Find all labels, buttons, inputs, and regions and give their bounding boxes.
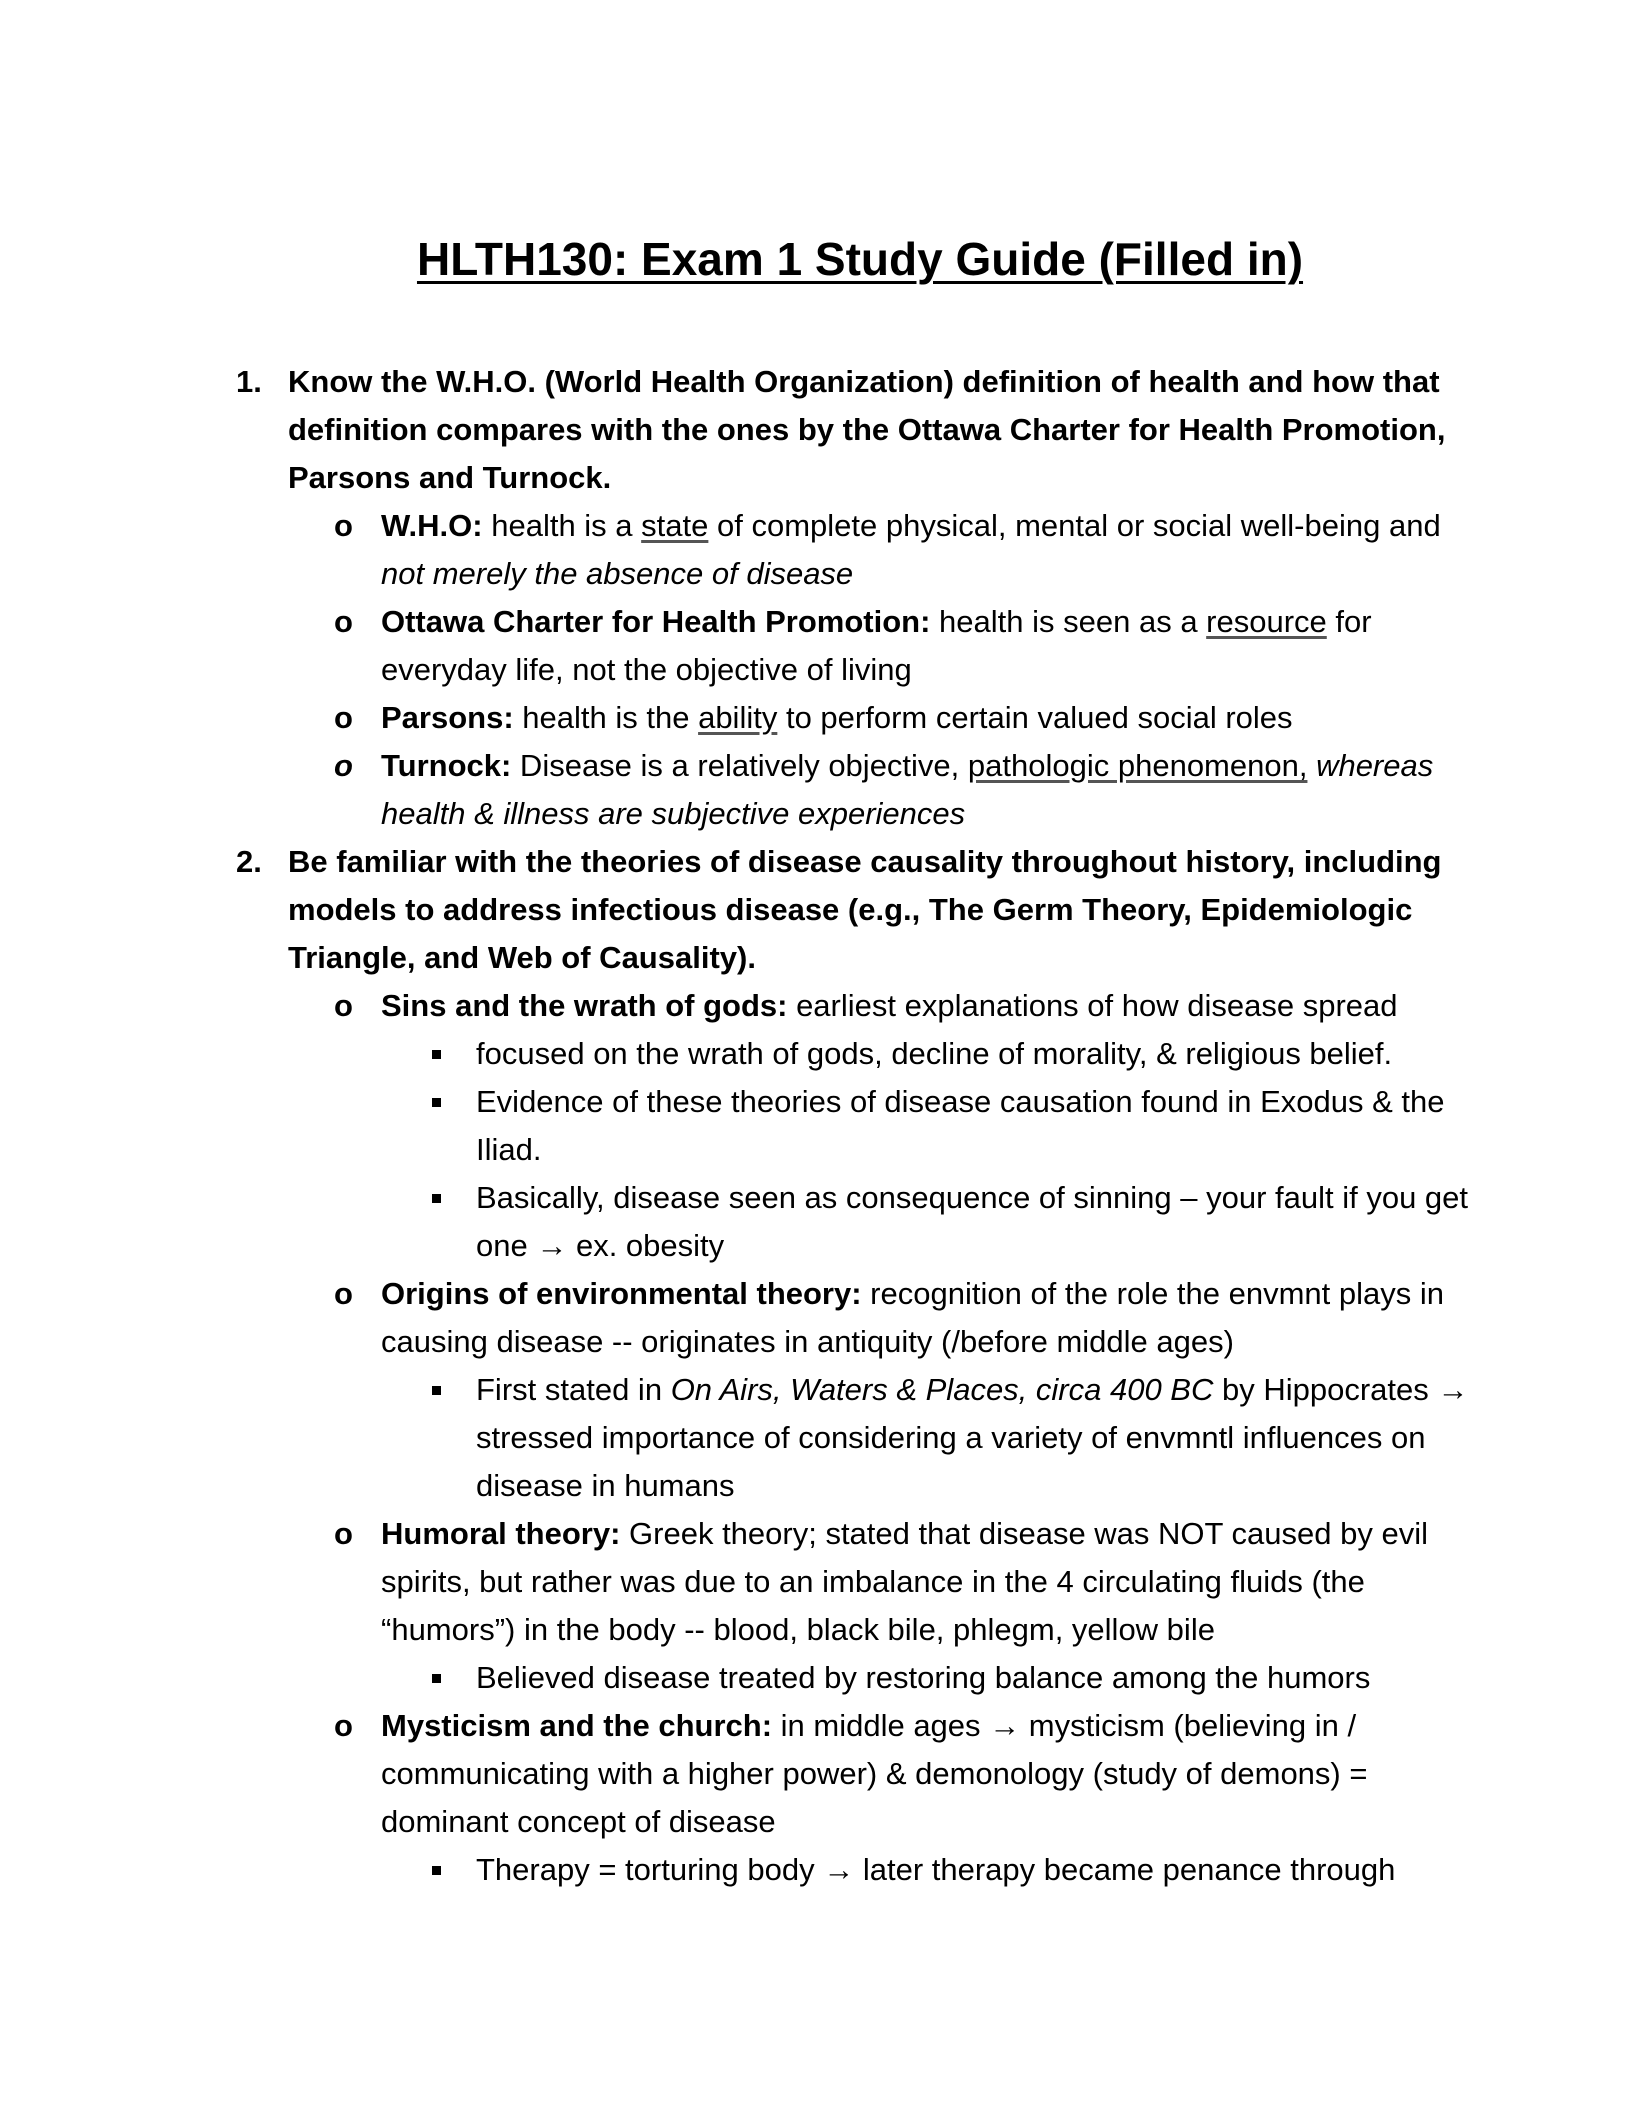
sub-list-item [236, 1846, 1476, 1894]
study-guide-content [236, 358, 1476, 1894]
circle-bullet-icon: o [334, 1276, 353, 1311]
list-item-ottawa [236, 598, 1476, 694]
list-item-environmental-theory [236, 1270, 1476, 1366]
sub-list-item [236, 1366, 1476, 1510]
item-text: health is seen as a [930, 604, 1207, 639]
sub-item-text: First stated in [476, 1372, 671, 1407]
sub-list-item [236, 1078, 1476, 1174]
italic-text: On Airs, Waters & Places, circa 400 BC [670, 1372, 1214, 1407]
underlined-term: resource [1206, 604, 1327, 639]
circle-bullet-icon: o [334, 1708, 353, 1743]
sub-item-text: Basically, disease seen as consequence of sinning – your fault if you get one → ex. obesity [476, 1180, 1469, 1263]
square-bullet-icon [432, 1866, 441, 1875]
sub-item-text: focused on the wrath of gods, decline of morality, & religious belief. [476, 1036, 1393, 1071]
list-item-mysticism [236, 1702, 1476, 1846]
item-label: Origins of environmental theory: [381, 1276, 862, 1311]
list-item-parsons [236, 694, 1476, 742]
item-text: to perform certain valued social roles [777, 700, 1293, 735]
item-text: Greek theory; stated that disease was NOT caused by evil spirits, but rather was due to an imbalance in the 4 circulating fluids (the “humors”) in the body -- blood, black bile, phlegm, yellow bile [381, 1516, 1428, 1647]
item-label: Ottawa Charter for Health Promotion: [381, 604, 931, 639]
item-label: Sins and the wrath of gods: [381, 988, 788, 1023]
italic-text: not merely the absence of disease [381, 556, 854, 591]
list-item-turnock [236, 742, 1476, 838]
circle-bullet-icon: o [334, 604, 353, 639]
square-bullet-icon [432, 1194, 441, 1203]
sub-item-text: Believed disease treated by restoring balance among the humors [476, 1660, 1371, 1695]
item-label: Turnock: [381, 748, 512, 783]
sub-item-text: by Hippocrates → stressed importance of considering a variety of envmntl influences on disease in humans [476, 1372, 1469, 1503]
sub-list-item [236, 1174, 1476, 1270]
item-text: for everyday life, not the objective of living [381, 604, 1372, 687]
circle-bullet-icon: o [334, 1516, 353, 1551]
square-bullet-icon [432, 1098, 441, 1107]
item-label: W.H.O: [381, 508, 483, 543]
item-text: recognition of the role the envmnt plays in causing disease -- originates in antiquity (/before middle ages) [381, 1276, 1445, 1359]
underlined-term: state [641, 508, 709, 543]
question-2 [236, 838, 1476, 982]
circle-bullet-icon: o [334, 700, 353, 735]
question-1 [236, 358, 1476, 502]
list-item-sins [236, 982, 1476, 1030]
sub-item-text: Evidence of these theories of disease causation found in Exodus & the Iliad. [476, 1084, 1445, 1167]
circle-bullet-icon: o [334, 748, 353, 783]
question-text: Be familiar with the theories of disease causality throughout history, including models to address infectious disease (e.g., The Germ Theory, Epidemiologic Triangle, and Web of Causality). [288, 844, 1442, 975]
question-text: Know the W.H.O. (World Health Organization) definition of health and how that definition compares with the ones by the Ottawa Charter for Health Promotion, Parsons and Turnock. [288, 364, 1446, 495]
item-text: health is a [482, 508, 642, 543]
list-item-who [236, 502, 1476, 598]
item-text: earliest explanations of how disease spread [787, 988, 1398, 1023]
sub-item-text: Therapy = torturing body → later therapy became penance through [476, 1852, 1396, 1887]
item-label: Mysticism and the church: [381, 1708, 773, 1743]
item-text: in middle ages → mysticism (believing in / communicating with a higher power) & demonology (study of demons) = dominant concept of disease [381, 1708, 1368, 1839]
italic-text: whereas health & illness are subjective experiences [381, 748, 1434, 831]
square-bullet-icon [432, 1386, 441, 1395]
underlined-term: ability [698, 700, 778, 735]
circle-bullet-icon: o [334, 508, 353, 543]
circle-bullet-icon: o [334, 988, 353, 1023]
sub-list-item [236, 1654, 1476, 1702]
list-item-humoral-theory [236, 1510, 1476, 1654]
page-title: HLTH130: Exam 1 Study Guide (Filled in) [416, 233, 1304, 285]
item-text: health is the [513, 700, 699, 735]
item-label: Humoral theory: [381, 1516, 621, 1551]
square-bullet-icon [432, 1674, 441, 1683]
question-number: 1. [236, 364, 262, 399]
sub-list-item [236, 1030, 1476, 1078]
item-text: of complete physical, mental or social well-being and [708, 508, 1441, 543]
question-number: 2. [236, 844, 262, 879]
item-text: Disease is a relatively objective, [511, 748, 968, 783]
item-label: Parsons: [381, 700, 514, 735]
square-bullet-icon [432, 1050, 441, 1059]
underlined-term: pathologic phenomenon, [967, 748, 1308, 783]
